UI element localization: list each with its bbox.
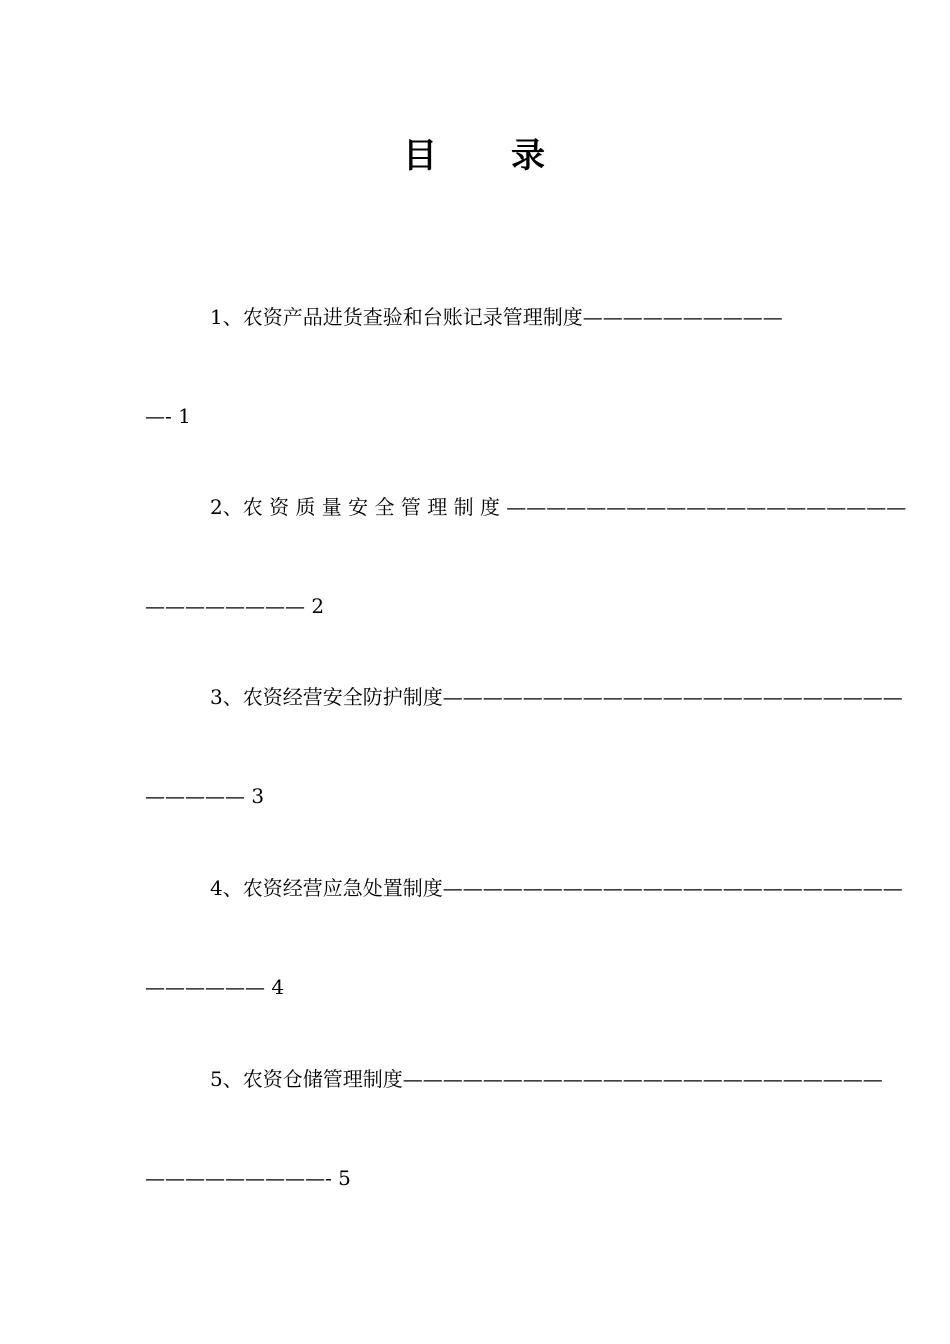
- toc-entry-5-page: —————————- 5: [145, 1166, 351, 1190]
- toc-entry-2-page: ———————— 2: [145, 594, 325, 618]
- toc-entry-3[interactable]: 3、农资经营安全防护制度———————————————————————: [210, 685, 903, 709]
- toc-entry-1-page: —- 1: [145, 404, 191, 428]
- title-char-2: 录: [511, 136, 547, 176]
- page-title: [0, 128, 950, 177]
- toc-entry-4-page: —————— 4: [145, 975, 285, 999]
- toc-entry-4[interactable]: 4、农资经营应急处置制度———————————————————————: [210, 876, 903, 900]
- title-char-1: 目: [403, 136, 439, 176]
- toc-entry-5[interactable]: 5、农资仓储管理制度————————————————————————: [210, 1067, 883, 1091]
- toc-entry-2[interactable]: 2、农 资 质 量 安 全 管 理 制 度 ————————————————————: [210, 495, 907, 519]
- toc-entry-1[interactable]: 1、农资产品进货查验和台账记录管理制度——————————: [210, 305, 783, 329]
- toc-entry-3-page: ————— 3: [145, 784, 265, 808]
